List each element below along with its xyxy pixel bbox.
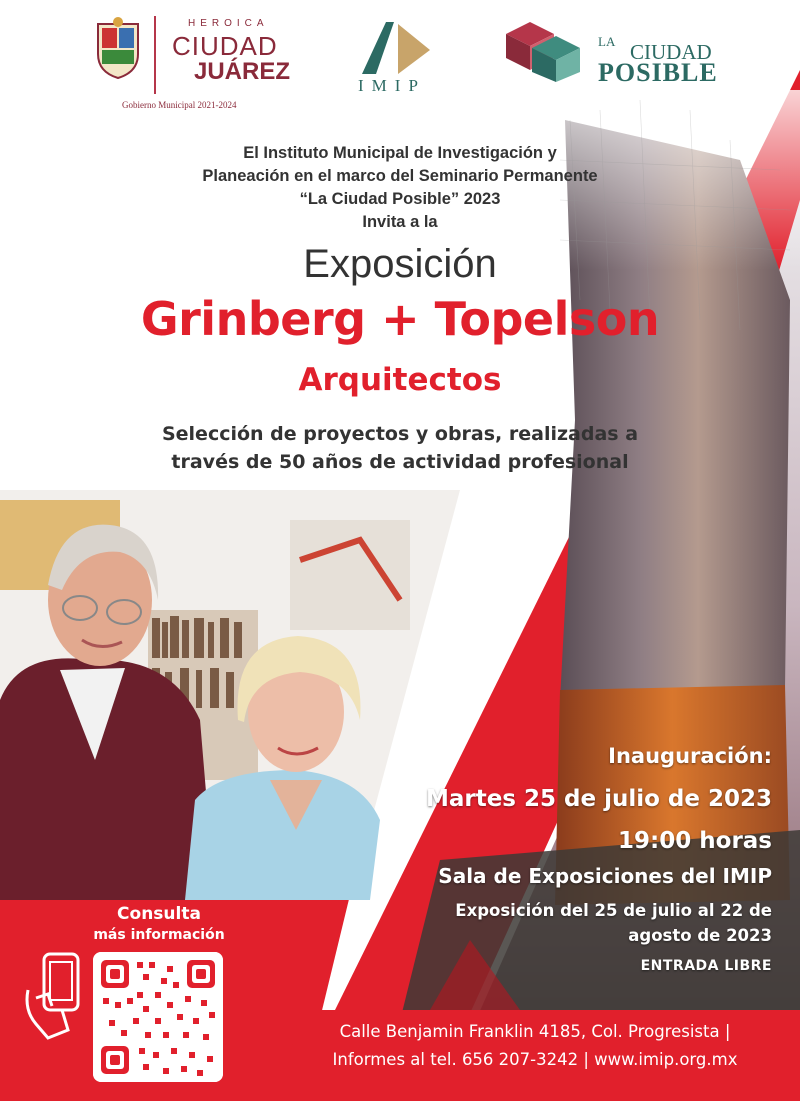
imip-text: IMIP bbox=[358, 76, 426, 95]
inauguracion-label: Inauguración: bbox=[608, 744, 772, 768]
period-line: Exposición del 25 de julio al 22 de bbox=[455, 901, 772, 920]
logo-divider bbox=[154, 16, 156, 94]
la-ciudad-posible-logo bbox=[500, 18, 720, 88]
free-entry: ENTRADA LIBRE bbox=[640, 958, 772, 974]
description-line: Selección de proyectos y obras, realizadas a bbox=[161, 423, 639, 445]
imip-logo bbox=[352, 20, 442, 100]
title-sub: Arquitectos bbox=[298, 362, 502, 398]
qr-code[interactable] bbox=[93, 952, 223, 1082]
lcp-ciudad: CIUDAD bbox=[630, 40, 712, 64]
intro-text bbox=[100, 142, 700, 234]
event-venue: Sala de Exposiciones del IMIP bbox=[438, 864, 772, 888]
description bbox=[90, 420, 710, 476]
ciudad-juarez-logo bbox=[92, 14, 292, 114]
consulta-text bbox=[64, 904, 254, 943]
imip-mark-icon bbox=[352, 20, 442, 76]
footer-contact: Informes al tel. 656 207-3242 | www.imip.org.mx bbox=[332, 1050, 738, 1069]
lcp-la: LA bbox=[598, 34, 616, 49]
footer-address: Calle Benjamin Franklin 4185, Col. Progresista | bbox=[339, 1022, 731, 1041]
logo-juarez: JUÁREZ bbox=[194, 58, 291, 85]
event-date: Martes 25 de julio de 2023 bbox=[425, 786, 772, 812]
mas-info-label: más información bbox=[93, 927, 225, 943]
description-line: través de 50 años de actividad profesional bbox=[171, 451, 629, 473]
event-period bbox=[455, 898, 772, 948]
title-main: Grinberg + Topelson bbox=[140, 292, 660, 346]
period-line: agosto de 2023 bbox=[628, 926, 772, 945]
lcp-posible: POSIBLE bbox=[598, 58, 718, 87]
logo-heroica: HEROICA bbox=[188, 18, 269, 29]
logo-gobierno: Gobierno Municipal 2021-2024 bbox=[122, 100, 237, 110]
intro-line: “La Ciudad Posible” 2023 bbox=[299, 190, 501, 208]
phone-hand-icon bbox=[22, 950, 92, 1040]
city-shield-icon bbox=[92, 16, 144, 80]
intro-line: Planeación en el marco del Seminario Permanente bbox=[202, 167, 598, 185]
intro-line: El Instituto Municipal de Investigación y bbox=[243, 144, 557, 162]
intro-line: Invita a la bbox=[362, 213, 438, 231]
title-exposicion: Exposición bbox=[303, 242, 497, 286]
event-time: 19:00 horas bbox=[618, 828, 772, 854]
logo-ciudad: CIUDAD bbox=[172, 31, 278, 61]
consulta-label: Consulta bbox=[117, 904, 201, 924]
cubes-icon bbox=[500, 18, 600, 84]
